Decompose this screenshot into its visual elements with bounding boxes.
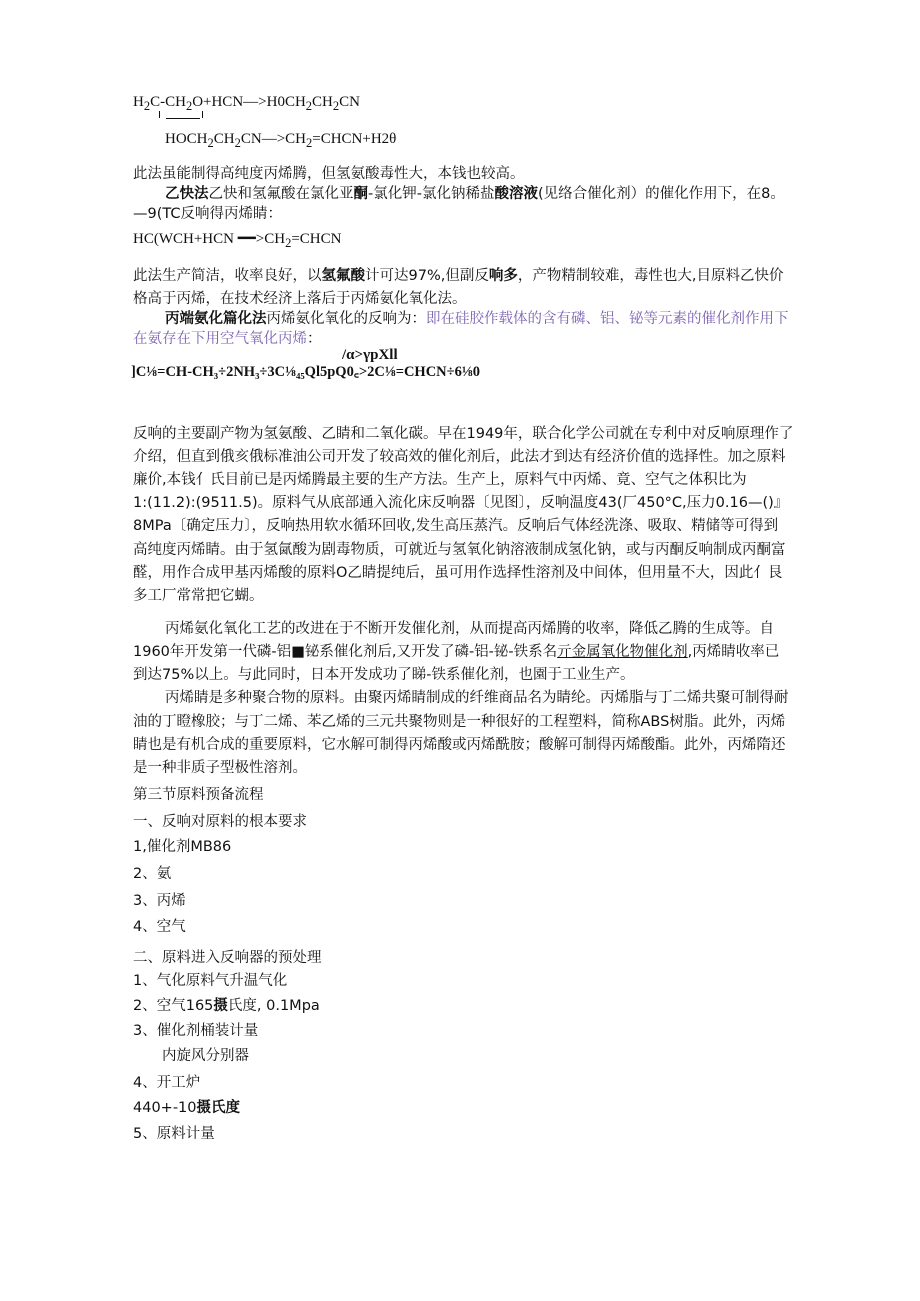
paragraph-7-line-1: 丙烯睛是多种聚合物的原料。由聚丙烯睛制成的纤维商品名为睛纶。丙烯脂与丁二烯共聚可制得耐: [165, 690, 789, 706]
list-1-item-1: 1,催化剂MB86: [133, 839, 232, 855]
list-2-item-4: 4、开工炉: [133, 1075, 201, 1091]
formula-line-3: HC(WCH+HCN $━━>CH_2=CHCN$: [133, 231, 342, 250]
paragraph-2-line-1: 乙快法乙快和氢氟酸在氯化亚酮-氯化钾-氯化钠稀盐酸溶液(见络合催化剂）的催化作用下，在8。: [165, 186, 785, 202]
list-2-item-3: 3、催化剂桶装计量: [133, 1023, 259, 1039]
paragraph-5-line-5: 8MPa〔确定压力〕，反响热用软水循环回收,发生高压蒸汽。反响后气体经洗涤、吸取、精储等可得到: [133, 518, 779, 534]
paragraph-2-line-2: —9(TC反响得丙烯睛：: [133, 206, 283, 222]
paragraph-5-line-6: 高纯度丙烯睛。由于氢氤酸为剧毒物质，可就近与氢氧化钠溶液制成氢化钠，或与丙酮反响制成丙酮富: [133, 542, 786, 558]
ring-bond-left: [159, 111, 160, 118]
paragraph-7-line-3: 睛也是有机合成的重要原料，它水解可制得丙烯酸或丙烯酰胺；酸解可制得丙烯酸酯。此外，丙烯隋还: [133, 737, 786, 753]
list-1-item-4: 4、空气: [133, 919, 186, 935]
ring-bond-right: [202, 111, 203, 118]
paragraph-3-line-1: 此法生产简洁，收率良好，以氢氟酸计可达97%,但副反响多，产物精制较难，毒性也大,目原料乙快价: [133, 268, 784, 284]
paragraph-5-line-1: 反响的主要副产物为氢氨酸、乙睛和二氧化碳。早在1949年，联合化学公司就在专利中对反响原理作了: [133, 426, 794, 442]
paragraph-5-line-7: 醛，用作合成甲基丙烯酸的原料O乙睛提纯后，虽可用作选择性溶剂及中间体，但用量不大，因此亻艮: [133, 565, 783, 581]
list-1-item-3: 3、丙烯: [133, 893, 186, 909]
list-2-item-2: 2、空气165摄氏度, 0.1Mpa: [133, 998, 320, 1014]
formula-line-1: $H_2C-CH_2O+HCN—>H0CH_2CH_2CN$: [133, 94, 360, 113]
formula-4-condition: /α>γpXll: [342, 347, 398, 363]
paragraph-6-line-3: 到达75%以上。与此同时，日本开发成功了睇-铁系催化剂，也園于工业生产。: [133, 667, 635, 683]
paragraph-6-line-2: 1960年开发第一代磷-铝■铋系催化剂后,又开发了磷-铝-铋-铁系名亓金属氧化物催化剂,丙烯睛收率已: [133, 644, 780, 660]
paragraph-3-line-2: 格高于丙烯，在技术经济上落后于丙烯氨化氧化法。: [133, 291, 467, 307]
list-2-item-1: 1、气化原料气升温气化: [133, 973, 288, 989]
paragraph-5-line-8: 多工厂常常把它蝴。: [133, 588, 264, 604]
paragraph-4-line-1: 丙端氨化篇化法丙烯氨化氧化的反响为：即在硅胶作载体的含有磷、铝、铋等元素的催化剂作用下: [165, 311, 789, 327]
paragraph-6-line-1: 丙烯氨化氧化工艺的改进在于不断开发催化剂，从而提高丙烯腾的收率，降低乙腾的生成等。自: [165, 621, 774, 637]
list-2-item-5: 5、原料计量: [133, 1126, 215, 1142]
paragraph-5-line-2: 介绍，但直到俄亥俄标准油公司开发了较高效的催化剂后，此法才到达有经济价值的选择性。加之原料: [133, 449, 786, 465]
paragraph-7-line-4: 是一种非质子型极性溶剂。: [133, 760, 307, 776]
heading-1: 一、反响对原料的根本要求: [133, 814, 307, 830]
formula-4-main: ]C⅛=CH-CH₃÷2NH₃÷3C⅛₄₅Ql5pQ0꜀>2C⅛=CHCN÷6⅛0: [131, 364, 480, 380]
paragraph-4-line-2: 在氨存在下用空气氧化丙烯：: [133, 331, 322, 347]
ring-bond-bottom: [166, 118, 200, 119]
temperature-line: 440+-10摄氏度: [133, 1100, 241, 1116]
paragraph-5-line-4: 1:(11.2):(9511.5)。原料气从底部通入流化床反响器〔见图〕，反响温度43(厂450°C,压力0.16—()』: [133, 495, 789, 511]
list-1-item-2: 2、氨: [133, 866, 172, 882]
paragraph-5-line-3: 廉价,本钱亻氏目前已是丙烯腾最主要的生产方法。生产上，原料气中丙烯、竟、空气之体积比为: [133, 472, 747, 488]
paragraph-1: 此法虽能制得高纯度丙烯腾，但氢氨酸毒性大，本钱也较高。: [133, 166, 525, 182]
section-title: 第三节原料预备流程: [133, 787, 264, 803]
formula-line-2: $HOCH_2CH_2CN—>CH_2=CHCN+H2\theta$: [165, 131, 397, 150]
heading-2: 二、原料进入反响器的预处理: [133, 950, 322, 966]
list-2-item-3-sub: 内旋风分别器: [162, 1048, 249, 1064]
paragraph-7-line-2: 油的丁瞪橡胶；与丁二烯、苯乙烯的三元共聚物则是一种很好的工程塑料，简称ABS树脂。此外，丙烯: [133, 714, 786, 730]
